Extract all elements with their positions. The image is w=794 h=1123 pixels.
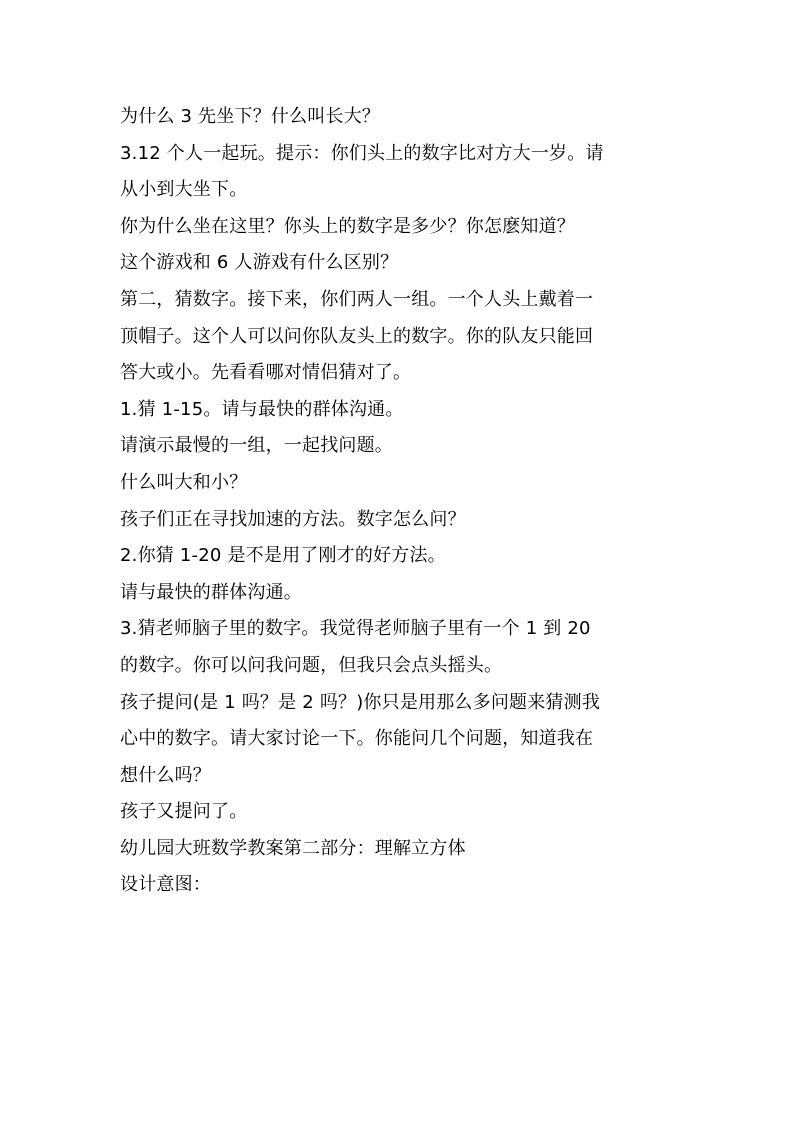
subheading: 设计意图： xyxy=(120,874,211,896)
text-line: 为什么 3 先坐下？什么叫长大？ xyxy=(120,106,381,127)
text-line: 想什么吗？ xyxy=(120,764,211,786)
text-line: 答大或小。先看看哪对情侣猜对了。 xyxy=(120,362,412,384)
document-body xyxy=(120,99,680,904)
text-line: 心中的数字。请大家讨论一下。你能问几个问题，知道我在 xyxy=(120,728,594,750)
text-line: 2.你猜 1-20 是不是用了刚才的好方法。 xyxy=(120,545,446,567)
text-line: 孩子提问(是 1 吗？是 2 吗？)你只是用那么多问题来猜测我 xyxy=(120,691,601,713)
text-line: 请与最快的群体沟通。 xyxy=(120,581,302,603)
text-line: 顶帽子。这个人可以问你队友头上的数字。你的队友只能回 xyxy=(120,325,594,347)
text-line: 你为什么坐在这里？你头上的数字是多少？你怎麽知道？ xyxy=(120,215,575,237)
text-line: 第二，猜数字。接下来，你们两人一组。一个人头上戴着一 xyxy=(120,288,594,310)
text-line: 的数字。你可以问我问题，但我只会点头摇头。 xyxy=(120,654,503,676)
text-line: 请演示最慢的一组，一起找问题。 xyxy=(120,435,393,457)
text-line: 孩子又提问了。 xyxy=(120,801,248,823)
text-line: 从小到大坐下。 xyxy=(120,179,248,201)
text-line: 孩子们正在寻找加速的方法。数字怎么问？ xyxy=(120,508,466,530)
section-heading: 幼儿园大班数学教案第二部分：理解立方体 xyxy=(120,837,466,859)
text-line: 1.猜 1-15。请与最快的群体沟通。 xyxy=(120,398,404,420)
text-line: 3.猜老师脑子里的数字。我觉得老师脑子里有一个 1 到 20 xyxy=(120,618,591,640)
text-line: 3.12 个人一起玩。提示：你们头上的数字比对方大一岁。请 xyxy=(120,142,604,164)
text-line: 这个游戏和 6 人游戏有什么区别？ xyxy=(120,252,399,274)
text-line: 什么叫大和小？ xyxy=(120,471,248,493)
